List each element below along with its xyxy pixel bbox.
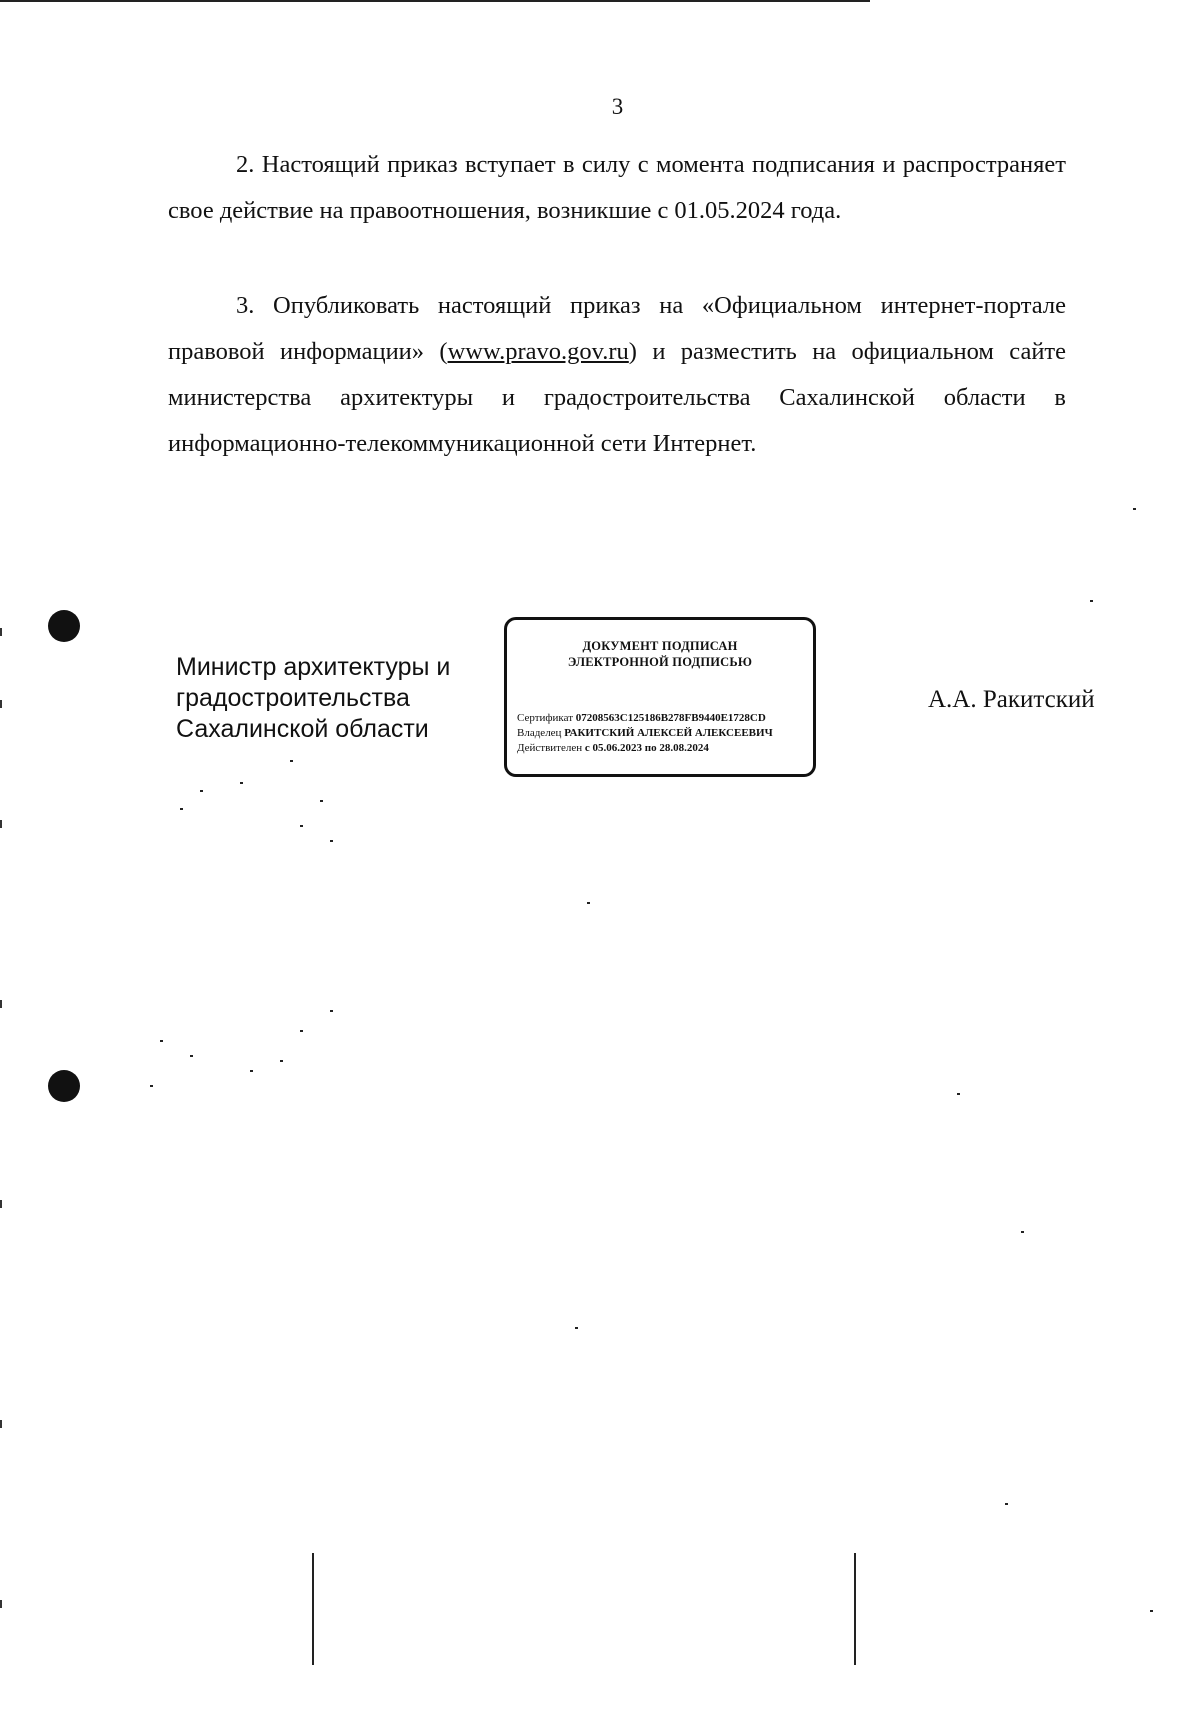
- scan-speck: [1133, 508, 1136, 510]
- scan-speck: [290, 760, 293, 762]
- scan-edge-mark: [0, 628, 2, 636]
- paragraph-3-tail: ) и разместить на официальном сайте министерства архитектуры и градостроительства Сахалинской области в информационно-телекоммуникационной сети Интернет.: [168, 338, 1067, 457]
- scan-speck: [200, 790, 203, 792]
- scan-speck: [240, 782, 243, 784]
- scan-speck: [300, 825, 303, 827]
- paragraph-2-text: 2. Настоящий приказ вступает в силу с момента подписания и распространяет свое действие на правоотношения, возникшие с 01.05.2024 года.: [168, 151, 1066, 224]
- paragraph-2: [168, 142, 1066, 234]
- scan-speck: [180, 808, 183, 810]
- stamp-header: [507, 638, 813, 670]
- scan-speck: [300, 1030, 303, 1032]
- scan-edge-mark: [0, 1200, 2, 1208]
- signer-name: А.А. Ракитский: [928, 686, 1095, 713]
- electronic-signature-stamp: [504, 617, 816, 777]
- scan-edge-line-right: [854, 1553, 856, 1665]
- scan-speck: [160, 1040, 163, 1042]
- scan-speck: [587, 902, 590, 904]
- top-rule: [0, 0, 870, 2]
- scan-speck: [1150, 1610, 1153, 1612]
- stamp-owner-row: [517, 726, 773, 741]
- scan-speck: [1005, 1503, 1008, 1505]
- scan-edge-mark: [0, 700, 2, 708]
- paragraph-3-text: [168, 283, 1066, 467]
- punch-hole-top: [48, 610, 80, 642]
- stamp-header-line: ДОКУМЕНТ ПОДПИСАН: [582, 639, 738, 653]
- stamp-certificate-label: Сертификат: [517, 712, 573, 724]
- stamp-certificate-row: [517, 711, 773, 726]
- scan-speck: [330, 840, 333, 842]
- scan-edge-line-left: [312, 1553, 314, 1665]
- stamp-owner-value: РАКИТСКИЙ АЛЕКСЕЙ АЛЕКСЕЕВИЧ: [564, 727, 773, 739]
- scan-speck: [150, 1085, 153, 1087]
- scan-speck: [250, 1070, 253, 1072]
- stamp-details: [517, 711, 773, 756]
- paragraph-3-lead: 3. Опубликовать настоящий приказ на «Официальном интернет-портале правовой информации» (: [168, 292, 1066, 365]
- scan-speck: [330, 1010, 333, 1012]
- scan-edge-mark: [0, 1600, 2, 1608]
- signatory-title-line: Сахалинской области: [176, 715, 429, 743]
- page-number: 3: [611, 94, 624, 119]
- stamp-validity-value: с 05.06.2023 по 28.08.2024: [584, 742, 709, 754]
- stamp-validity-label: Действителен: [517, 742, 583, 754]
- stamp-header-line: ЭЛЕКТРОННОЙ ПОДПИСЬЮ: [567, 655, 753, 669]
- scan-edge-mark: [0, 820, 2, 828]
- signatory-title-line: градостроительства: [176, 684, 410, 712]
- signatory-title-line: Министр архитектуры и: [176, 653, 451, 681]
- paragraph-3: [168, 283, 1066, 467]
- scan-speck: [575, 1327, 578, 1329]
- scan-speck: [1021, 1231, 1024, 1233]
- punch-hole-bottom: [48, 1070, 80, 1102]
- signatory-title: [176, 652, 450, 745]
- pravo-link[interactable]: www.pravo.gov.ru: [447, 338, 629, 365]
- stamp-owner-label: Владелец: [517, 727, 562, 739]
- stamp-validity-row: [517, 741, 773, 756]
- stamp-certificate-value: 07208563C125186B278FB9440E1728CD: [575, 712, 766, 724]
- scan-speck: [957, 1093, 960, 1095]
- scan-speck: [190, 1055, 193, 1057]
- scan-edge-mark: [0, 1420, 2, 1428]
- scan-speck: [320, 800, 323, 802]
- scan-speck: [1090, 600, 1093, 602]
- scan-speck: [280, 1060, 283, 1062]
- scan-edge-mark: [0, 1000, 2, 1008]
